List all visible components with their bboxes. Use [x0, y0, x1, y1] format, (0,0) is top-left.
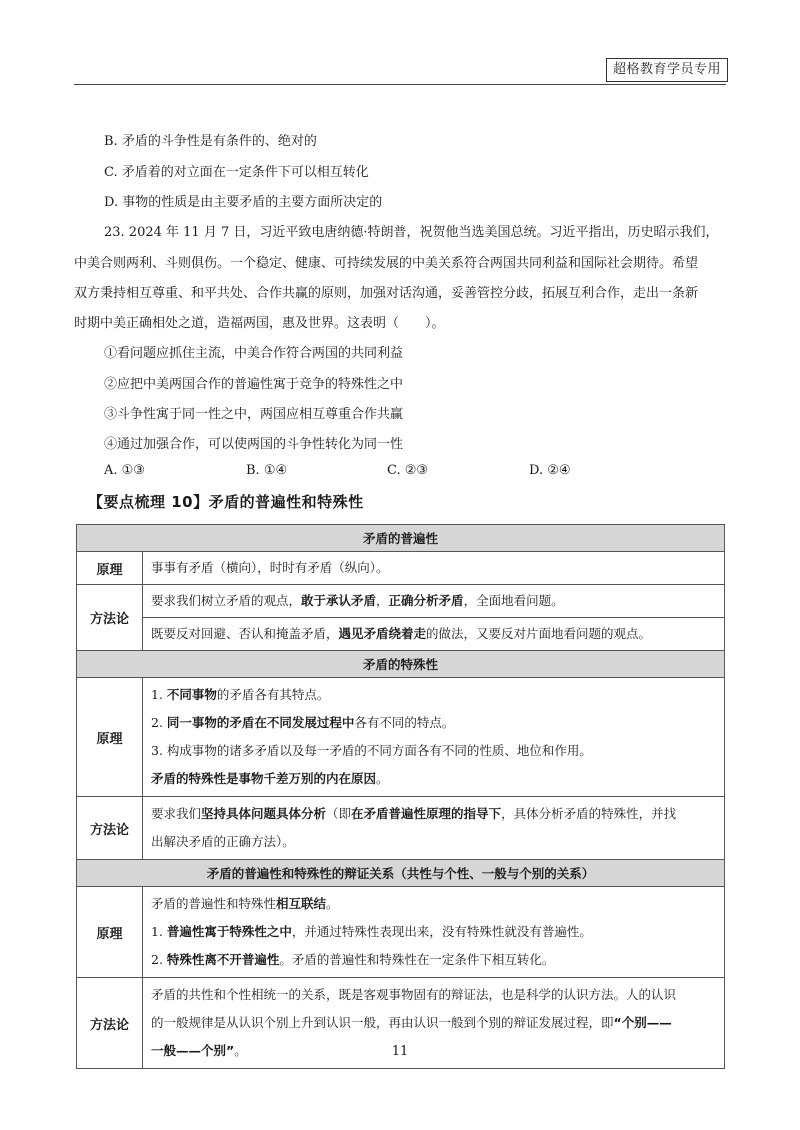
method-text: 的一般规律是从认识个别上升到认识一般，再由认识一般到个别的辩证发展过程，即“个别—— [151, 1015, 672, 1030]
question-stem-line: 23. 2024 年 11 月 7 日，习近平致电唐纳德·特朗普，祝贺他当选美国总统。习近平指出，历史昭示我们， [104, 225, 719, 240]
question-stem-line: 时期中美正确相处之道，造福两国，惠及世界。这表明（ ）。 [74, 316, 445, 331]
principle-text: 3. 构成事物的诸多矛盾以及每一矛盾的不同方面各有不同的性质、地位和作用。 [151, 743, 592, 758]
answer-option-d: D. ②④ [529, 463, 571, 478]
question-stem-line: 中美合则两利、斗则俱伤。一个稳定、健康、可持续发展的中美关系符合两国共同利益和国际社会期待。希望 [74, 256, 699, 271]
method-text: 矛盾的共性和个性相统一的关系，既是客观事物固有的辩证法，也是科学的认识方法。人的认识 [151, 987, 677, 1002]
header-badge: 超格教育学员专用 [606, 58, 728, 82]
row-label: 原理 [77, 678, 143, 797]
row-label: 方法论 [77, 797, 143, 860]
answer-option-b: B. ①④ [246, 463, 288, 478]
key-points-table [76, 524, 725, 1069]
method-text: 既要反对回避、否认和掩盖矛盾，遇见矛盾绕着走的做法，又要反对片面地看问题的观点。 [151, 626, 652, 641]
section-title: 【要点梳理 10】矛盾的普遍性和特殊性 [88, 493, 364, 511]
principle-text: 矛盾的普遍性和特殊性相互联结。 [151, 896, 339, 911]
row-label: 原理 [77, 887, 143, 978]
statement-3: ③斗争性寓于同一性之中，两国应相互尊重合作共赢 [104, 407, 404, 422]
statement-4: ④通过加强合作，可以使两国的斗争性转化为同一性 [104, 437, 404, 452]
option-d-line: D. 事物的性质是由主要矛盾的主要方面所决定的 [104, 195, 383, 210]
option-b-line: B. 矛盾的斗争性是有条件的、绝对的 [104, 134, 317, 149]
principle-text: 1. 不同事物的矛盾各有其特点。 [151, 687, 330, 702]
method-text: 出解决矛盾的正确方法）。 [151, 834, 295, 849]
principle-cell [143, 678, 725, 797]
principle-text: 事事有矛盾（横向），时时有矛盾（纵向）。 [151, 560, 389, 575]
option-c-line: C. 矛盾着的对立面在一定条件下可以相互转化 [104, 165, 369, 180]
principle-cell [143, 887, 725, 978]
row-label: 原理 [77, 552, 143, 585]
method-text: 要求我们坚持具体问题具体分析（即在矛盾普遍性原理的指导下，具体分析矛盾的特殊性，并找 [151, 806, 677, 821]
page-number: 11 [391, 1044, 409, 1059]
method-cell [143, 797, 725, 860]
principle-text: 矛盾的特殊性是事物千差万别的内在原因。 [151, 771, 389, 786]
table-section-header: 矛盾的普遍性 [77, 525, 725, 552]
row-label: 方法论 [77, 585, 143, 651]
answer-option-c: C. ②③ [387, 463, 429, 478]
question-stem-line: 双方秉持相互尊重、和平共处、合作共赢的原则，加强对话沟通，妥善管控分歧，拓展互利合作，走出一条新 [74, 286, 699, 301]
table-section-header: 矛盾的特殊性 [77, 651, 725, 678]
statement-1: ①看问题应抓住主流，中美合作符合两国的共同利益 [104, 346, 404, 361]
principle-text: 1. 普遍性寓于特殊性之中，并通过特殊性表现出来，没有特殊性就没有普遍性。 [151, 924, 592, 939]
answer-option-a: A. ①③ [104, 463, 145, 478]
method-cell [143, 618, 725, 651]
principle-cell [143, 552, 725, 585]
header-rule [74, 84, 726, 85]
statement-2: ②应把中美两国合作的普遍性寓于竞争的特殊性之中 [104, 377, 404, 392]
principle-text: 2. 同一事物的矛盾在不同发展过程中各有不同的特点。 [151, 715, 455, 730]
method-text: 一般——个别”。 [151, 1043, 247, 1058]
principle-text: 2. 特殊性离不开普遍性。矛盾的普遍性和特殊性在一定条件下相互转化。 [151, 952, 555, 967]
method-text: 要求我们树立矛盾的观点，敢于承认矛盾，正确分析矛盾，全面地看问题。 [151, 593, 564, 608]
row-label: 方法论 [77, 978, 143, 1069]
table-section-header: 矛盾的普遍性和特殊性的辩证关系（共性与个性、一般与个别的关系） [77, 860, 725, 887]
method-cell [143, 585, 725, 618]
